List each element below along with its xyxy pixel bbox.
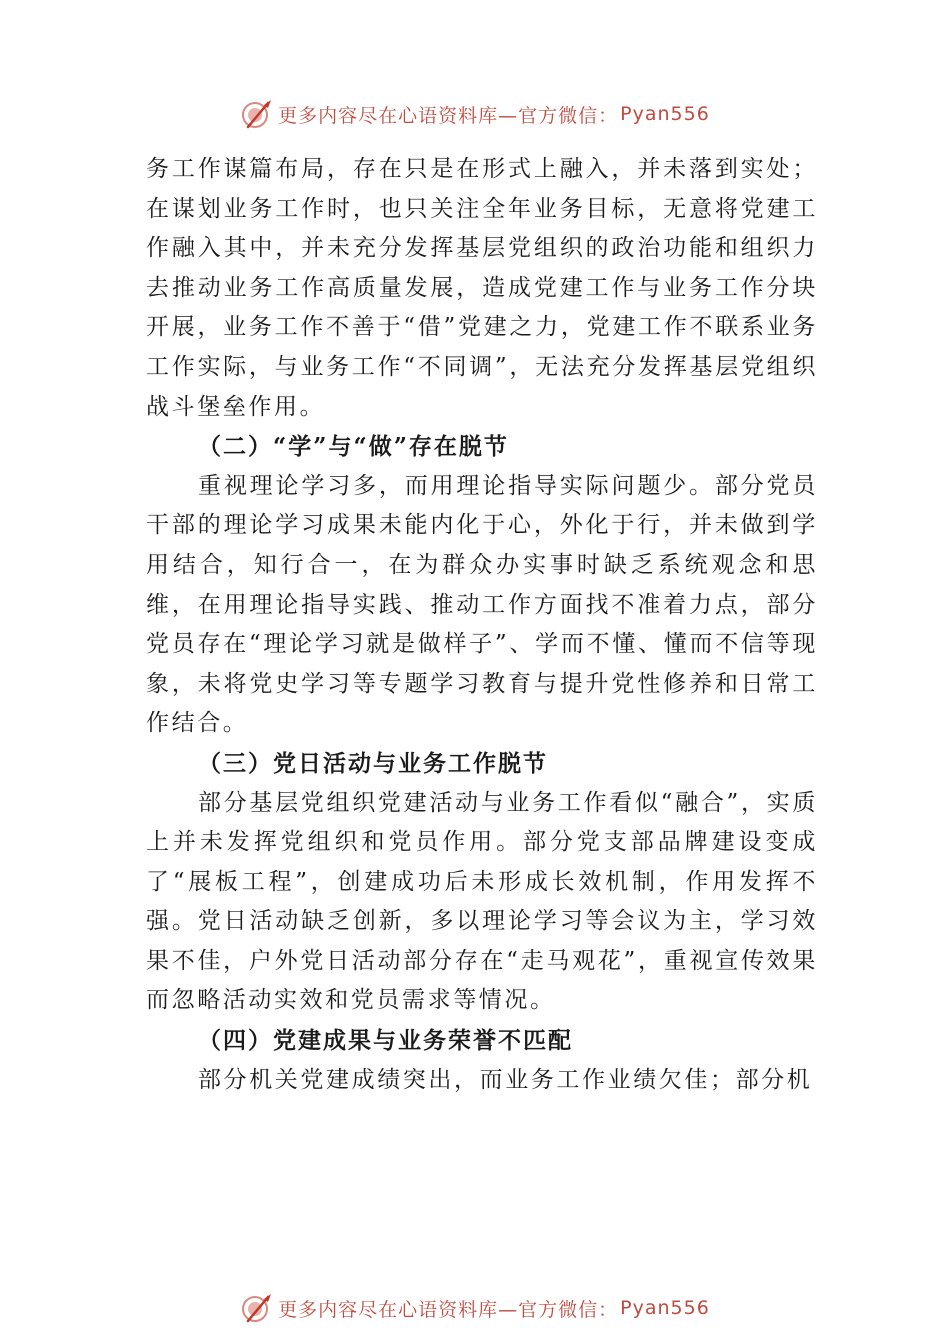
brand-logo-icon	[240, 1291, 274, 1325]
paragraph-4: 部分机关党建成绩突出，而业务工作业绩欠佳；部分机	[198, 1066, 813, 1093]
watermark-text: 更多内容尽在心语资料库—官方微信：	[278, 1298, 619, 1321]
watermark-wechat-id: Pyan556	[620, 1297, 710, 1319]
brand-logo-icon	[240, 97, 274, 131]
footer-watermark	[0, 1288, 950, 1328]
paragraph-2: 重视理论学习多，而用理论指导实际问题少。部分党员干部的理论学习成果未能内化于心，外化于行，并未做到学用结合，知行合一，在为群众办实事时缺乏系统观念和思维，在用理论指导实践、推动工作方面找不准着力点，部分党员存在“理论学习就是做样子”、学而不懂、懂而不信等现象，未将党史学习等专题学习教育与提升党性修养和日常工作结合。	[146, 472, 818, 737]
header-watermark	[0, 94, 950, 134]
paragraph-3: 部分基层党组织党建活动与业务工作看似“融合”，实质上并未发挥党组织和党员作用。部分党支部品牌建设变成了“展板工程”，创建成功后未形成长效机制，作用发挥不强。党日活动缺乏创新，多以理论学习等会议为主，学习效果不佳，户外党日活动部分存在“走马观花”，重视宣传效果而忽略活动实效和党员需求等情况。	[146, 789, 818, 1014]
watermark-text: 更多内容尽在心语资料库—官方微信：	[278, 104, 619, 127]
document-body	[146, 150, 818, 1100]
section-heading-4: （四）党建成果与业务荣誉不匹配	[198, 1027, 573, 1055]
watermark-wechat-id: Pyan556	[620, 103, 710, 125]
paragraph-1: 务工作谋篇布局，存在只是在形式上融入，并未落到实处； 在谋划业务工作时，也只关注全年业务目标，无意将党建工作融入其中，并未充分发挥基层党组织的政治功能和组织力去推动业务工作高质量发展，造成党建工作与业务工作分块开展，业务工作不善于“借”党建之力，党建工作不联系业务工作实际，与业务工作“不同调”，无法充分发挥基层党组织战斗堡垒作用。	[146, 156, 818, 420]
section-heading-2: （二）“学”与“做”存在脱节	[198, 433, 509, 461]
section-heading-3: （三）党日活动与业务工作脱节	[198, 749, 548, 777]
